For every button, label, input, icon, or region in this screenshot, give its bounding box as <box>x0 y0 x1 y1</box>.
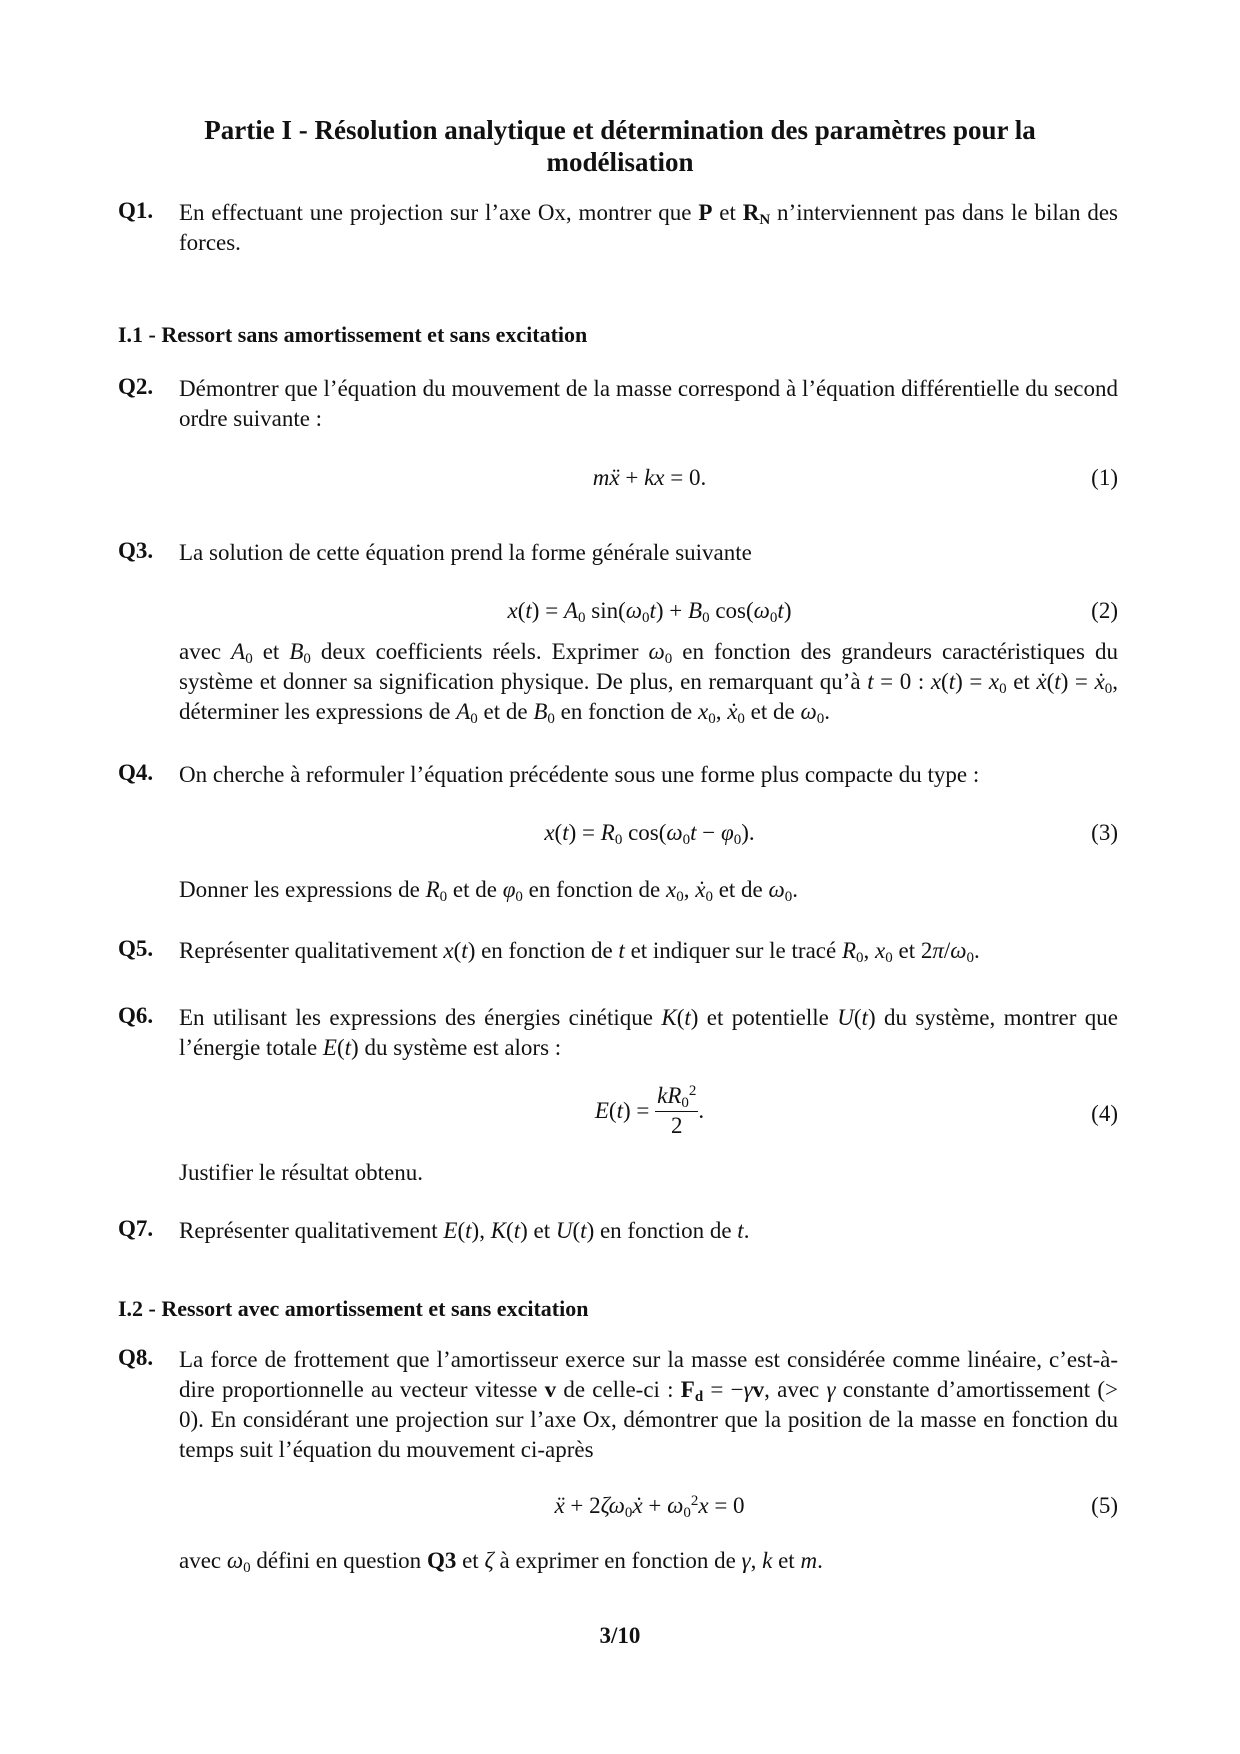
question-label: Q7. <box>118 1216 154 1241</box>
title-line-2: modélisation <box>546 147 694 177</box>
question-label: Q2. <box>118 374 154 399</box>
question-text: En effectuant une projection sur l’axe Ox, montrer que P et $R_N$ n’interviennent pas dans le bilan des forces. <box>179 200 1118 255</box>
question-label: Q1. <box>118 198 154 223</box>
section-heading-1: I.1 - Ressort sans amortissement et sans excitation <box>118 322 588 347</box>
question-text: Démontrer que l’équation du mouvement de la masse correspond à l’équation différentielle du second ordre suivante : <box>179 376 1118 431</box>
equation-number: (1) <box>1091 465 1118 490</box>
equation-expression: $x(t) = A_0$ $\sin(\omega_0t) + B_0$ $\cos(\omega_0t)$ <box>507 598 792 626</box>
equation-expression: mẍ + kx = 0. <box>592 465 707 490</box>
question-text: En utilisant les expressions des énergies cinétique K(t) et potentielle U(t) du système, montrer que l’énergie totale E(t) du système est alors : <box>179 1005 1118 1060</box>
q3-continuation: avec $A_0$ et $B_0$ deux coefficients réels. Exprimer $\omega_0$ en fonction des grandeurs caractéristiques du système et donner sa signification physique. De plus, en remarquant qu’à t = 0 : $x(t) = x_0$ et ẋ(t) = ẋ$_0$, déterminer les expressions de $A_0$ et de $B_0$ en fonction de $x_0$, ẋ$_0$ et de $\omega_0$. <box>179 639 1118 727</box>
equation-3 <box>181 820 1118 850</box>
question-label: Q8. <box>118 1345 154 1370</box>
equation-1 <box>181 465 1118 495</box>
question-label: Q3. <box>118 538 154 563</box>
equation-5 <box>181 1493 1118 1523</box>
equation-expression: ẍ + $2\zeta\omega_0ẋ + \omega_0^2x = 0$ <box>554 1493 745 1521</box>
question-label: Q5. <box>118 936 154 961</box>
title-line-1: Partie I - Résolution analytique et détermination des paramètres pour la <box>204 115 1036 145</box>
question-label: Q6. <box>118 1003 154 1028</box>
equation-number: (4) <box>1091 1101 1118 1126</box>
page-number: 3/10 <box>599 1623 641 1648</box>
equation-number: (2) <box>1091 598 1118 623</box>
page-title <box>120 114 1120 178</box>
q4-continuation: Donner les expressions de $R_0$ et de $\varphi_0$ en fonction de $x_0$, ẋ$_0$ et de $\omega_0$. <box>179 877 798 905</box>
question-text: On cherche à reformuler l’équation précédente sous une forme plus compacte du type : <box>179 762 980 787</box>
q6-continuation: Justifier le résultat obtenu. <box>179 1160 423 1185</box>
question-label: Q4. <box>118 760 154 785</box>
q8-continuation: avec $\omega_0$ défini en question Q3 et ζ à exprimer en fonction de γ, k et m. <box>179 1548 823 1576</box>
equation-4 <box>181 1083 1118 1149</box>
question-text: La solution de cette équation prend la forme générale suivante <box>179 540 752 565</box>
question-text: Représenter qualitativement E(t), K(t) et U(t) en fonction de t. <box>179 1218 750 1243</box>
fraction: $\frac{kR_0^2}{2}$ <box>657 1083 697 1138</box>
equation-2 <box>181 598 1118 628</box>
section-heading-2: I.2 - Ressort avec amortissement et sans excitation <box>118 1296 589 1321</box>
equation-expression: E(t) = $\frac{kR_0^2}{2}$ . <box>594 1083 705 1138</box>
equation-expression: $x(t) = R_0$ $\cos(\omega_0t - \varphi_0)$. <box>544 820 755 848</box>
question-text: La force de frottement que l’amortisseur exerce sur la masse est considérée comme linéaire, c’est-à-dire proportionnelle au vecteur vitesse v de celle-ci : $F_d = -\gamma v$, avec γ constante d’amortissement (> 0). En considérant une projection sur l’axe Ox, démontrer que la position de la masse en fonction du temps suit l’équation du mouvement ci-après <box>179 1347 1118 1462</box>
equation-number: (3) <box>1091 820 1118 845</box>
question-text: Représenter qualitativement x(t) en fonction de t et indiquer sur le tracé $R_0$, $x_0$ et $2\pi/\omega_0$. <box>179 938 980 966</box>
equation-number: (5) <box>1091 1493 1118 1518</box>
